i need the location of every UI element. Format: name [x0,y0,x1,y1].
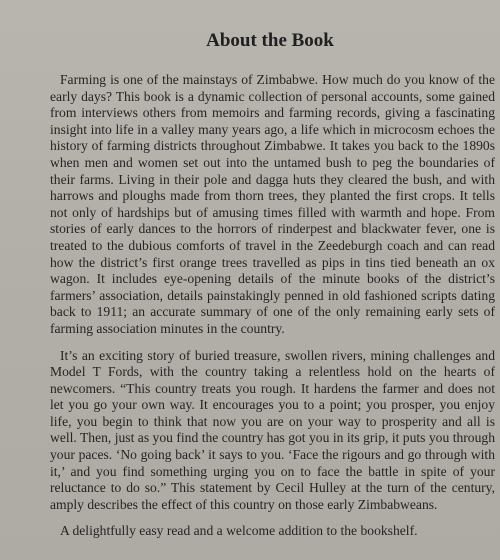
paragraph-story: It’s an exciting story of buried treasure, swollen rivers, mining challenges and Model T Fords, with the country taking a relentless hold on the hearts of newcomers. “This country treats you rough. It hardens the farmer and does not let you go your own way. It encourages you to a point; you prosper, you enjoy life, you begin to think that now you are on your way to prosperity and all is well. Then, just as you find the country has got you in its grip, it puts you through your paces. ‘No going back’ it says to you. ‘Face the rigours and go through with it,’ and you find something urging you on to face the battle in spite of your reluctance to do so.” This statement by Cecil Hulley at the turn of the century, amply describes the effect of this country on those early Zimbabweans. [50,347,495,512]
page-title: About the Book [206,30,334,51]
book-description [50,72,495,550]
paragraph-closing: A delightfully easy read and a welcome addition to the bookshelf. [60,523,418,539]
paragraph-intro: Farming is one of the mainstays of Zimbabwe. How much do you know of the early days? This book is a dynamic collection of personal accounts, some gained from interviews others from memoirs and farming records, giving a fascinating insight into life in a valley many years ago, a life which in microcosm echoes the history of farming districts throughout Zimbabwe. It takes you back to the 1890s when men and women set out into the untamed bush to peg the boundaries of their farms. Living in their pole and dagga huts they cleared the bush, and with harrows and ploughs made from thorn trees, they planted the first crops. It tells not only of hardships but of amusing times filled with warmth and hope. From stories of early dances to the horrors of rinderpest and blackwater fever, one is treated to the dubious comforts of travel in the Zeedeburgh coach and can read how the district’s first orange trees travelled as pips in tins tied beneath an ox wagon. It includes eye-opening details of the minute books of the district’s farmers’ association, details painstakingly penned in old fashioned scripts dating back to 1911; an accurate summary of one of the only remaining early sets of farming association minutes in the country. [50,72,495,336]
